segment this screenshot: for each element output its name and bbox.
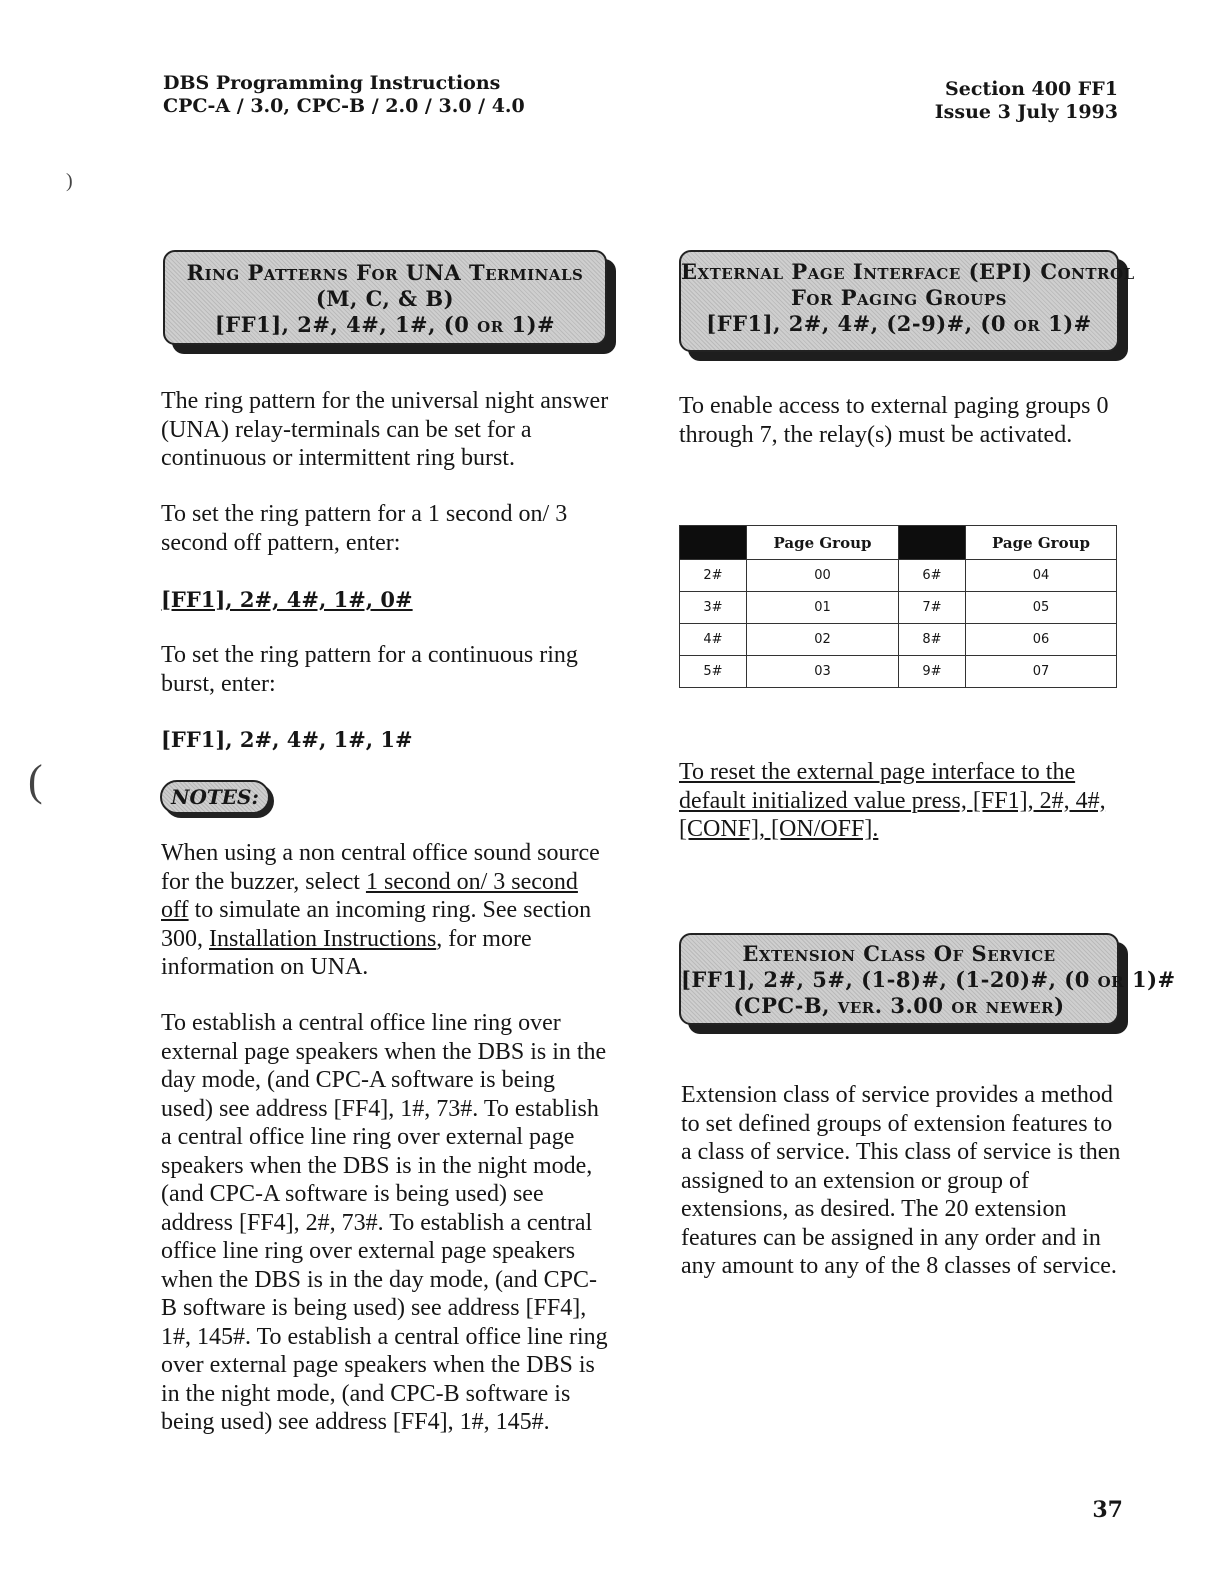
header-address-cell xyxy=(899,526,966,560)
document-header-right xyxy=(935,78,1118,124)
address-cell: 5# xyxy=(680,656,747,688)
note-text: to simulate an incoming ring. See section 300, xyxy=(161,897,592,952)
table-row xyxy=(680,592,1117,624)
table-row xyxy=(680,656,1117,688)
address-cell: 2# xyxy=(680,560,747,592)
address-cell: 8# xyxy=(899,624,966,656)
document-header-left xyxy=(163,72,525,118)
page-group-table xyxy=(679,525,1117,688)
banner-title: Ring Patterns For UNA Terminals xyxy=(186,260,584,285)
set-1on-3off-instruction: To set the ring pattern for a 1 second on/ 3 second off pattern, enter: xyxy=(161,501,568,556)
banner-subtitle: (M, C, & B) xyxy=(315,286,455,311)
note-co-line-ring: To establish a central office line ring over external page speakers when the DBS is in the day mode, (and CPC-A software is being used) see address [FF4], 1#, 73#. To establish a central office line ring over external page speakers when the DBS is in the night mode, (and CPC-A software is being used) see address [FF4], 2#, 73#. To establish a central office line ring over external page speakers when the DBS is in the day mode, (and CPC-B software is being used) see address [FF4], 1#, 145#. To establish a central office line ring over external page speakers when the DBS is in the night mode, (and CPC-B software is being used) see address [FF4], 1#, 145#. xyxy=(161,1010,608,1435)
address-cell: 4# xyxy=(680,624,747,656)
header-address-cell xyxy=(680,526,747,560)
page-group-cell: 02 xyxy=(747,624,899,656)
page-number: 37 xyxy=(1092,1497,1123,1523)
address-cell: 6# xyxy=(899,560,966,592)
extension-class-of-service-banner xyxy=(679,933,1176,1025)
code-1on-3off: [FF1], 2#, 4#, 1#, 0# xyxy=(161,587,413,612)
page-group-cell: 06 xyxy=(966,624,1117,656)
page-group-cell: 04 xyxy=(966,560,1117,592)
scan-mark: ) xyxy=(66,170,73,192)
ring-patterns-banner xyxy=(163,250,607,345)
page-group-cell: 01 xyxy=(747,592,899,624)
reset-epi-instruction: To reset the external page interface to the default initialized value press, [FF1], 2#, 4#, [CONF], [ON/OFF]. xyxy=(679,759,1106,842)
section-number: Section 400 FF1 xyxy=(945,78,1118,100)
issue-date: Issue 3 July 1993 xyxy=(934,101,1118,123)
page-group-cell: 00 xyxy=(747,560,899,592)
banner-address: [FF1], 2#, 4#, 1#, (0 or 1)# xyxy=(214,312,556,337)
banner-subtitle: For Paging Groups xyxy=(791,285,1007,310)
extension-cos-description: Extension class of service provides a method to set defined groups of extension features to a class of service. This class of service is then assigned to an extension or group of extensions, as desired. The 20 extension features can be assigned in any order and in any amount to any of the 8 classes of service. xyxy=(681,1082,1121,1279)
note-text: When using a non central office sound source for the buzzer, select xyxy=(161,840,600,895)
software-versions: CPC-A / 3.0, CPC-B / 2.0 / 3.0 / 4.0 xyxy=(163,95,525,117)
code-continuous: [FF1], 2#, 4#, 1#, 1# xyxy=(161,727,413,752)
installation-instructions-ref: Installation Instructions xyxy=(209,925,437,952)
header-page-group: Page Group xyxy=(747,526,899,560)
banner-version-note: (CPC-B, ver. 3.00 or newer) xyxy=(733,993,1065,1018)
page-group-cell: 05 xyxy=(966,592,1117,624)
paging-groups-intro: To enable access to external paging groups 0 through 7, the relay(s) must be activated. xyxy=(679,393,1109,448)
address-cell: 7# xyxy=(899,592,966,624)
page-group-cell: 07 xyxy=(966,656,1117,688)
notes-badge: NOTES: xyxy=(160,780,270,814)
banner-title: Extension Class Of Service xyxy=(742,941,1056,966)
ring-setting-ref: 1 second on/ 3 second off xyxy=(161,868,578,923)
ring-pattern-intro: The ring pattern for the universal night answer (UNA) relay-terminals can be set for a continuous or intermittent ring burst. xyxy=(161,388,609,471)
address-cell: 9# xyxy=(899,656,966,688)
set-continuous-instruction: To set the ring pattern for a continuous ring burst, enter: xyxy=(161,642,578,697)
banner-address: [FF1], 2#, 4#, (2-9)#, (0 or 1)# xyxy=(706,311,1092,336)
table-header-row xyxy=(680,526,1117,560)
table-row xyxy=(680,624,1117,656)
note-una-buzzer xyxy=(161,839,609,982)
banner-address: [FF1], 2#, 5#, (1-8)#, (1-20)#, (0 or 1)# xyxy=(681,967,1176,992)
page-group-cell: 03 xyxy=(747,656,899,688)
table-row xyxy=(680,560,1117,592)
scan-mark: ( xyxy=(28,756,43,805)
header-page-group: Page Group xyxy=(966,526,1117,560)
epi-control-banner xyxy=(679,250,1135,352)
note-text: , for more information on UNA. xyxy=(161,925,532,980)
manual-title: DBS Programming Instructions xyxy=(163,72,501,94)
address-cell: 3# xyxy=(680,592,747,624)
banner-title: External Page Interface (EPI) Control xyxy=(681,259,1135,284)
